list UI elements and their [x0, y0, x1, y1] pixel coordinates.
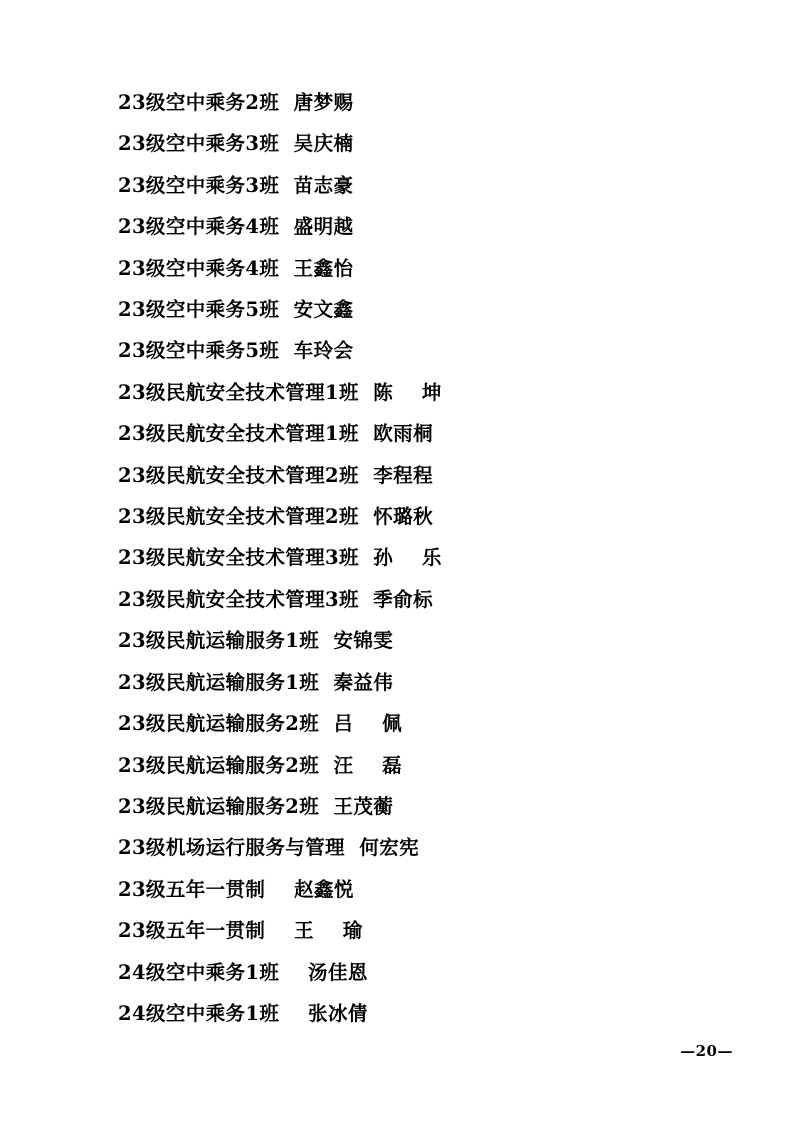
list-item: 23级民航安全技术管理3班 季俞标: [118, 587, 433, 611]
list-item: 23级空中乘务3班 苗志豪: [118, 173, 354, 197]
list-item: 23级民航运输服务1班 秦益伟: [118, 670, 394, 694]
list-item: 23级民航运输服务2班 王茂蘅: [118, 794, 394, 818]
list-item: 23级民航运输服务2班 吕 佩: [118, 712, 403, 736]
list-item: 23级空中乘务3班 吴庆楠: [118, 132, 354, 156]
list-item: 23级五年一贯制 王 瑜: [118, 919, 363, 943]
list-item: 24级空中乘务1班 张冰倩: [118, 1001, 368, 1025]
list-item: 23级民航安全技术管理2班 李程程: [118, 463, 433, 487]
list-item: 24级空中乘务1班 汤佳恩: [118, 960, 368, 984]
list-item: 23级民航安全技术管理2班 怀璐秋: [118, 505, 433, 529]
list-item: 23级五年一贯制 赵鑫悦: [118, 877, 354, 901]
list-item: 23级民航安全技术管理3班 孙 乐: [118, 546, 442, 570]
page-number: —20—: [680, 1042, 733, 1060]
list-item: 23级空中乘务4班 盛明越: [118, 215, 354, 239]
list-item: 23级民航安全技术管理1班 陈 坤: [118, 380, 442, 404]
list-item: 23级空中乘务2班 唐梦赐: [118, 91, 354, 114]
list-item: 23级民航安全技术管理1班 欧雨桐: [118, 422, 433, 446]
list-item: 23级空中乘务5班 安文鑫: [118, 298, 354, 322]
list-item: 23级空中乘务5班 车玲会: [118, 339, 354, 363]
list-item: 23级民航运输服务2班 汪 磊: [118, 753, 403, 777]
list-item: 23级机场运行服务与管理 何宏宪: [118, 836, 420, 860]
list-item: 23级民航运输服务1班 安锦雯: [118, 629, 394, 653]
name-list: [118, 82, 678, 1034]
list-item: 23级空中乘务4班 王鑫怡: [118, 256, 354, 280]
